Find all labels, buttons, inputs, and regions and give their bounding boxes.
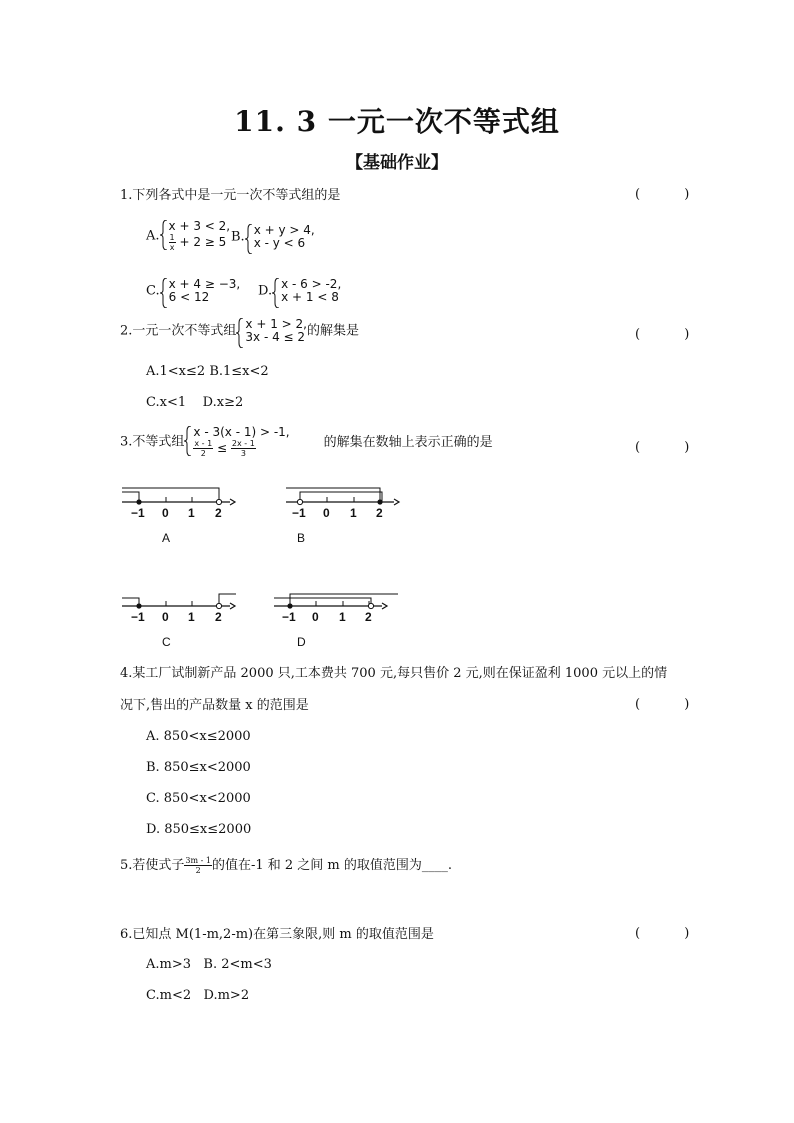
q6-options-ab — [146, 957, 272, 972]
q1-b-line1: x + y > 4, — [253, 223, 315, 237]
q1-option-c — [146, 278, 240, 304]
q1-d-system — [272, 278, 341, 304]
q1-option-d — [258, 278, 341, 304]
q1-answer-paren: ( ) — [635, 187, 710, 202]
q2-options-cd — [146, 395, 243, 410]
q3-answer-paren: ( ) — [635, 440, 710, 455]
q5-stem: 5.若使式子 $\frac{3m - 1}{2}$ 的值在-1 和 2 之间 m 的取值范围为____. — [120, 856, 453, 875]
q2-options-ab — [146, 364, 269, 379]
q4-option-d: D. 850≤x≤2000 — [146, 822, 252, 837]
q3-stem: 3.不等式组 x - 3(x - 1) > -1, $\frac{x - 1}{2}$ ≤ $\frac{2x - 1}{3}$ 的解集在数轴上表示正确的是 — [120, 425, 493, 458]
q3-fraction-left: $\frac{x - 1}{2}$ — [194, 439, 213, 458]
svg-text:−1: −1 — [131, 506, 145, 520]
q6-option-c: C.m<2 — [146, 988, 192, 1003]
q4-answer-paren: ( ) — [635, 697, 710, 712]
q1-c-line1: x + 4 ≥ −3, — [168, 277, 241, 291]
q4-option-b: B. 850≤x<2000 — [146, 760, 251, 775]
q6-option-a: A.m>3 — [146, 957, 192, 972]
q1-a-line1: x + 3 < 2, — [168, 219, 231, 233]
q6-stem: 6.已知点 M(1-m,2-m)在第三象限,则 m 的取值范围是 — [120, 927, 434, 942]
q1-d-line1: x - 6 > -2, — [281, 277, 342, 291]
svg-text:1: 1 — [188, 506, 195, 520]
number-line-a — [118, 482, 238, 520]
brace-icon — [236, 318, 244, 348]
q1-b-label: B. — [231, 229, 245, 245]
brace-icon — [160, 278, 168, 308]
q2-option-c: C.x<1 — [146, 395, 187, 410]
svg-text:0: 0 — [162, 506, 169, 520]
q1-b-line2: x - y < 6 — [253, 236, 306, 250]
q6-option-d: D.m>2 — [203, 988, 250, 1003]
svg-text:2: 2 — [215, 610, 222, 624]
svg-text:2: 2 — [376, 506, 383, 520]
number-line-d-label: D — [297, 635, 306, 649]
q5-fraction: $\frac{3m - 1}{2}$ — [185, 856, 211, 875]
q2-answer-paren: ( ) — [635, 327, 710, 342]
number-line-c — [118, 588, 240, 626]
q1-d-label: D. — [258, 283, 273, 299]
svg-text:0: 0 — [323, 506, 330, 520]
q6-answer-paren: ( ) — [635, 926, 710, 941]
number-line-a-label: A — [162, 531, 171, 545]
number-line-c-label: C — [162, 635, 171, 649]
q1-c-line2: 6 < 12 — [168, 290, 210, 304]
q1-d-line2: x + 1 < 8 — [281, 290, 339, 304]
q1-a-label: A. — [146, 228, 160, 244]
number-line-b-label: B — [297, 531, 306, 545]
q6-option-b: B. 2<m<3 — [203, 957, 272, 972]
svg-text:2: 2 — [365, 610, 372, 624]
svg-text:0: 0 — [162, 610, 169, 624]
brace-icon — [245, 224, 253, 254]
svg-text:1: 1 — [350, 506, 357, 520]
q2-system — [236, 318, 307, 344]
q2-option-b: B.1≤x<2 — [209, 364, 269, 379]
q2-stem: 2.一元一次不等式组 x + 1 > 2, 3x - 4 ≤ 2 的解集是 — [120, 318, 359, 344]
q2-option-d: D.x≥2 — [202, 395, 244, 410]
q1-a-system — [160, 220, 231, 252]
q1-a-line2: + 2 ≥ 5 — [179, 235, 227, 249]
q4-option-a: A. 850<x≤2000 — [146, 729, 251, 744]
q1-b-system — [245, 224, 315, 250]
brace-icon — [184, 426, 192, 456]
q2-option-a: A.1<x≤2 — [146, 364, 206, 379]
q4-stem-line2: 况下,售出的产品数量 x 的范围是 — [120, 698, 309, 713]
svg-text:−1: −1 — [292, 506, 306, 520]
q1-option-b — [231, 224, 315, 250]
section-subtitle: 【基础作业】 — [346, 153, 448, 173]
svg-text:0: 0 — [312, 610, 319, 624]
page-title: 11. 3 一元一次不等式组 — [234, 105, 560, 138]
brace-icon — [160, 220, 168, 250]
q3-system: x - 3(x - 1) > -1, $\frac{x - 1}{2}$ ≤ $\frac{2x - 1}{3}$ — [184, 426, 289, 458]
number-line-d — [270, 588, 402, 626]
q4-option-c: C. 850<x<2000 — [146, 791, 251, 806]
q3-fraction-right: $\frac{2x - 1}{3}$ — [231, 439, 255, 458]
number-line-b — [282, 482, 402, 520]
q1-c-label: C. — [146, 283, 160, 299]
q4-stem-line1: 4.某工厂试制新产品 2000 只,工本费共 700 元,每只售价 2 元,则在保证盈利 1000 元以上的情 — [120, 666, 668, 681]
svg-text:1: 1 — [339, 610, 346, 624]
q1-stem: 1.下列各式中是一元一次不等式组的是 — [120, 188, 341, 203]
q1-c-system — [160, 278, 241, 304]
svg-text:2: 2 — [215, 506, 222, 520]
q2-line1: x + 1 > 2, — [245, 317, 307, 331]
svg-text:−1: −1 — [282, 610, 296, 624]
svg-text:−1: −1 — [131, 610, 145, 624]
q6-options-cd — [146, 988, 249, 1003]
q3-line1: x - 3(x - 1) > -1, — [193, 425, 290, 439]
brace-icon — [272, 278, 280, 308]
q1-option-a — [146, 220, 230, 252]
q1-a-fraction: $\frac{1}{x}$ — [169, 233, 175, 252]
q2-line2: 3x - 4 ≤ 2 — [245, 330, 306, 344]
svg-text:1: 1 — [188, 610, 195, 624]
